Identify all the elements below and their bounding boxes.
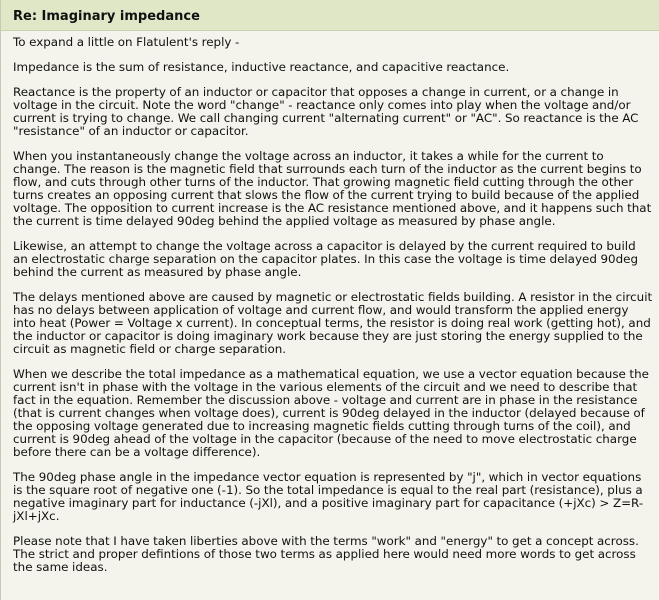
post-paragraph-9: Please note that I have taken liberties above with the terms "work" and "energy" to get a concept across. The strict and proper defintions of those two terms as applied here would need more words to get across the same ideas. [13, 534, 639, 574]
post-paragraph-2: Impedance is the sum of resistance, inductive reactance, and capacitive reactance. [13, 60, 510, 74]
post-body [13, 36, 653, 586]
post-paragraph-8: The 90deg phase angle in the impedance vector equation is represented by "j", which in vector equations is the square root of negative one (-1). So the total impedance is equal to the real part (resistance), plus a negative imaginary part for inductance (-jXl), and a positive imaginary part for capacitance (+jXc) > Z=R-jXl+jXc. [13, 470, 644, 523]
post-paragraph-6: The delays mentioned above are caused by magnetic or electrostatic fields building. A resistor in the circuit has no delays between application of voltage and current flow, and would transform the applied energy into heat (Power = Voltage x current). In conceptual terms, the resistor is doing real work (getting hot), and the inductor or capacitor is doing imaginary work because they are just storing the energy supplied to the circuit as magnetic field or charge separation. [13, 290, 653, 356]
post-title: Re: Imaginary impedance [13, 9, 200, 24]
post-paragraph-1: To expand a little on Flatulent's reply - [13, 35, 240, 49]
post-header [1, 0, 659, 31]
post-paragraph-4: When you instantaneously change the voltage across an inductor, it takes a while for the current to change. The reason is the magnetic field that surrounds each turn of the inductor as the current begins to flow, and cuts through other turns of the inductor. That growing magnetic field cutting through the other turns creates an opposing current that slows the flow of the current trying to build because of the applied voltage. The opposition to current increase is the AC resistance mentioned above, and it happens such that the current is time delayed 90deg behind the applied voltage as measured by phase angle. [13, 149, 652, 228]
post-paragraph-3: Reactance is the property of an inductor or capacitor that opposes a change in current, or a change in voltage in the circuit. Note the word "change" - reactance only comes into play when the voltage and/or current is trying to change. We call changing current "alternating current" or "AC". So reactance is the AC "resistance" of an inductor or capacitor. [13, 85, 639, 138]
post-paragraph-7: When we describe the total impedance as a mathematical equation, we use a vector equation because the current isn't in phase with the voltage in the various elements of the circuit and we need to describe that fact in the equation. Remember the discussion above - voltage and current are in phase in the resistance (that is current changes when voltage does), current is 90deg delayed in the inductor (delayed because of the opposing voltage generated due to increasing magnetic fields cutting through turns of the coil), and current is 90deg ahead of the voltage in the capacitor (because of the need to move electrostatic charge before there can be a voltage difference). [13, 367, 649, 459]
post-paragraph-5: Likewise, an attempt to change the voltage across a capacitor is delayed by the current required to build an electrostatic charge separation on the capacitor plates. In this case the voltage is time delayed 90deg behind the current as measured by phase angle. [13, 239, 638, 279]
